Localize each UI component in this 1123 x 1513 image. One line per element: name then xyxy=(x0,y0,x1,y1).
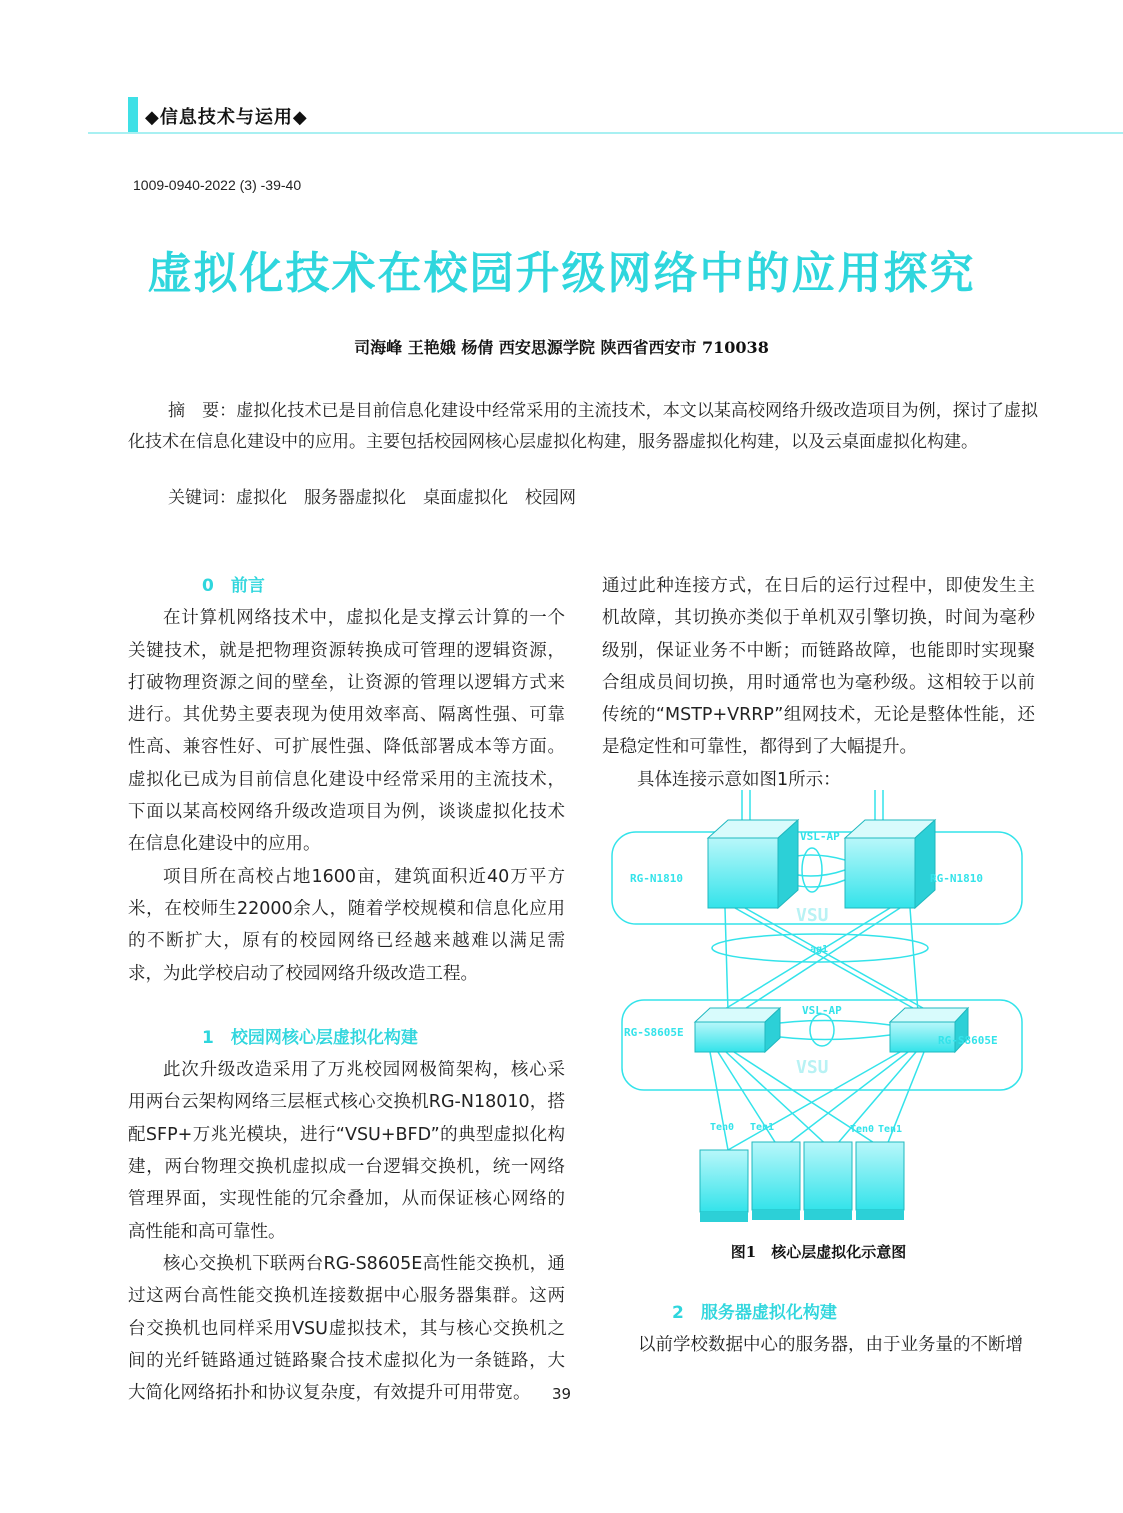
section-heading-0: 0 前言 xyxy=(202,576,265,596)
right-column-top xyxy=(602,570,1035,796)
core-vsl-label: VSL-AP xyxy=(800,830,840,843)
port-label: Ten0 xyxy=(710,1122,735,1133)
server-rack-4 xyxy=(856,1142,904,1220)
section-heading-2: 2 服务器虚拟化构建 xyxy=(672,1303,837,1323)
agg-switch-left xyxy=(695,1008,780,1052)
author-line: 司海峰 王艳娥 杨倩 西安思源学院 陕西省西安市 710038 xyxy=(354,338,769,357)
abstract: 摘 要：虚拟化技术已是目前信息化建设中经常采用的主流技术，本文以某高校网络升级改造项目为例，探讨了虚拟化技术在信息化建设中的应用。主要包括校园网核心层虚拟化构建，服务器虚拟化构建，以及云桌面虚拟化构建。 xyxy=(128,401,1038,452)
agg-left-label: RG-S8605E xyxy=(624,1026,684,1039)
header-accent-bar xyxy=(128,97,138,133)
agg-vsl-ring xyxy=(810,1014,834,1046)
server-rack-1 xyxy=(700,1150,748,1222)
paragraph-intro-2: 项目所在高校占地1600亩，建筑面积近40万平方米，在校师生22000余人，随着学校规模和信息化应用的不断扩大，原有的校园网络已经越来越难以满足需求，为此学校启动了校园网络升级改造工程。 xyxy=(128,866,565,984)
agg-vsl-links xyxy=(765,1021,890,1040)
figure-caption: 图1 核心层虚拟化示意图 xyxy=(730,1243,907,1261)
header-divider xyxy=(88,132,1123,134)
paragraph-core-2: 核心交换机下联两台RG-S8605E高性能交换机，通过这两台高性能交换机连接数据中心服务器集群。这两台交换机也同样采用VSU虚拟技术，其与核心交换机之间的光纤链路通过链路聚合技术虚拟化为一条链路，大大简化网络拓扑和协议复杂度，有效提升可用带宽。 xyxy=(128,1253,565,1404)
paragraph-core-1: 此次升级改造采用了万兆校园网极简架构，核心采用两台云架构网络三层框式核心交换机RG-N18010，搭配SFP+万兆光模块，进行“VSU+BFD”的典型虚拟化构建，两台物理交换机虚拟成一台逻辑交换机，统一网络管理界面，实现性能的冗余叠加，从而保证核心网络的高性能和高可靠性。 xyxy=(128,1060,565,1242)
right-column-bottom xyxy=(602,1297,1035,1362)
section-label: ◆信息技术与运用◆ xyxy=(145,107,308,128)
paragraph-continuation: 通过此种连接方式，在日后的运行过程中，即使发生主机故障，其切换亦类似于单机双引擎切换，时间为毫秒级别，保证业务不中断；而链路故障，也能即时实现聚合组成员间切换，用时通常也为毫秒级。这相较于以前传统的“MSTP+VRRP”组网技术，无论是整体性能，还是稳定性和可靠性，都得到了大幅提升。 xyxy=(602,576,1035,758)
keywords: 关键词：虚拟化 服务器虚拟化 桌面虚拟化 校园网 xyxy=(168,488,576,508)
server-link xyxy=(718,1052,780,1150)
server-rack-2 xyxy=(752,1142,800,1220)
page-number: 39 xyxy=(551,1385,572,1403)
server-link xyxy=(885,1052,924,1150)
paragraph-intro-1: 在计算机网络技术中，虚拟化是支撑云计算的一个关键技术，就是把物理资源转换成可管理的逻辑资源，打破物理资源之间的壁垒，让资源的管理以逻辑方式来进行。其优势主要表现为使用效率高、隔离性强、可靠性高、兼容性好、可扩展性强、降低部署成本等方面。虚拟化已成为目前信息化建设中经常采用的主流技术，下面以某高校网络升级改造项目为例，谈谈虚拟化技术在信息化建设中的应用。 xyxy=(128,608,565,855)
agg-right-label: RG-S8605E xyxy=(938,1034,998,1047)
core-right-label: RG-N1810 xyxy=(930,872,983,885)
core-vsu-label: VSU xyxy=(796,905,829,926)
network-diagram xyxy=(600,790,1040,1230)
port-label: Ten0 xyxy=(850,1124,875,1135)
section-heading-1: 1 校园网核心层虚拟化构建 xyxy=(202,1027,418,1048)
server-rack-3 xyxy=(804,1142,852,1220)
core-switch-right xyxy=(845,820,935,908)
server-link xyxy=(710,1052,728,1150)
agg-vsu-label: VSU xyxy=(796,1057,829,1078)
agg-vsl-label: VSL-AP xyxy=(802,1004,842,1017)
document-id: 1009-0940-2022 (3) -39-40 xyxy=(133,177,302,193)
core-switch-left xyxy=(708,820,798,908)
paragraph-server-1: 以前学校数据中心的服务器，由于业务量的不断增 xyxy=(638,1335,1023,1356)
left-column xyxy=(128,570,565,1409)
port-label: Ten1 xyxy=(750,1122,775,1133)
port-label: Ten1 xyxy=(878,1124,903,1135)
paper-title: 虚拟化技术在校园升级网络中的应用探究 xyxy=(147,248,976,299)
core-left-label: RG-N1810 xyxy=(630,872,683,885)
ag-label: ag1 xyxy=(810,944,829,955)
paragraph-figure-intro: 具体连接示意如图1所示： xyxy=(637,769,841,790)
